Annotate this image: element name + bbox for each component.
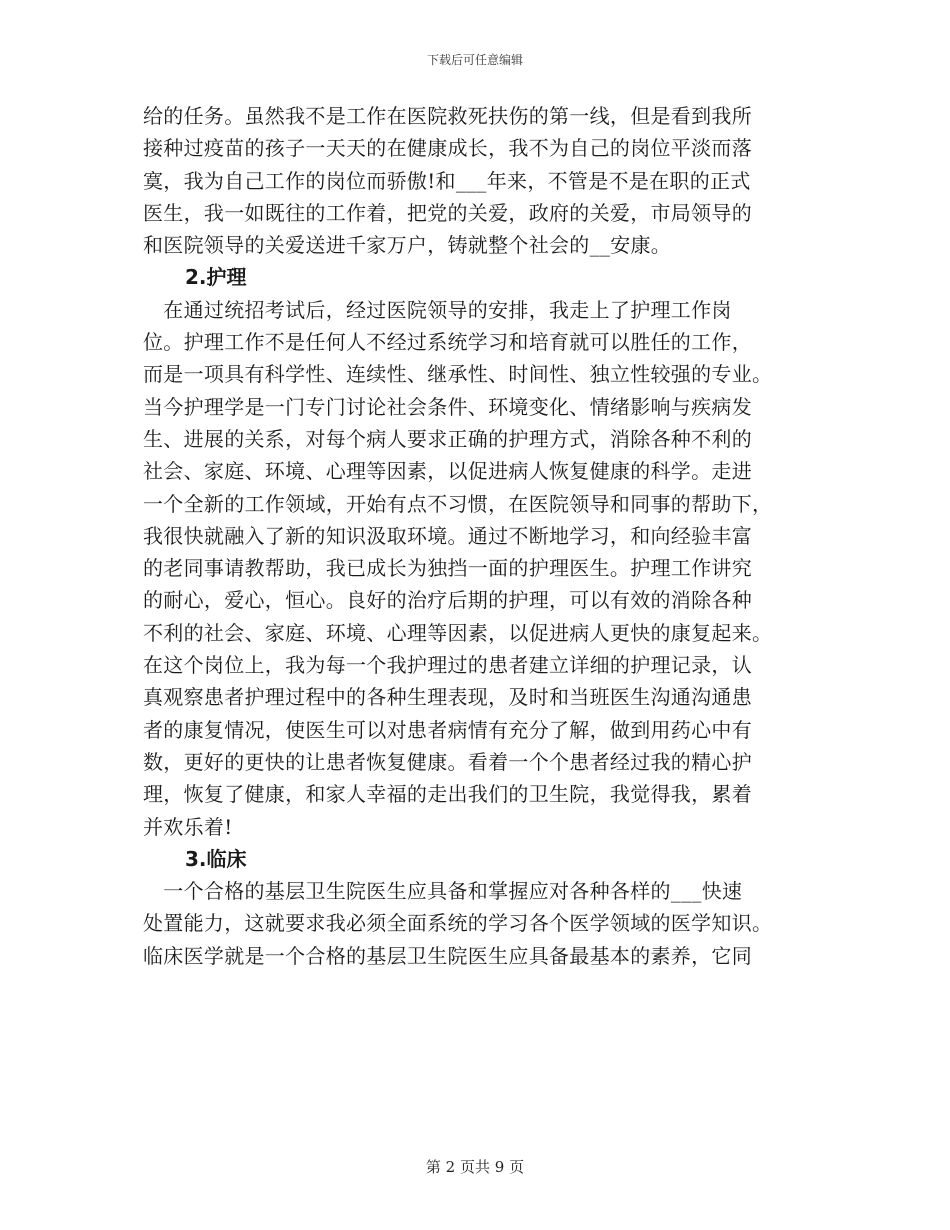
text-line: 并欢乐着! (143, 814, 233, 839)
document-body (143, 100, 813, 972)
text-line: 临床医学就是一个合格的基层卫生院医生应具备最基本的素养，它同 (143, 943, 752, 968)
page-footer: 第 2 页共 9 页 (425, 1158, 525, 1176)
text-line: 一个全新的工作领域，开始有点不习惯，在医院领导和同事的帮助下， (143, 491, 773, 516)
section-heading-clinical: 3.临床 (185, 846, 247, 871)
text-line: 给的任务。虽然我不是工作在医院救死扶伤的第一线，但是看到我所 (143, 104, 752, 128)
text-line: 我很快就融入了新的知识汲取环境。通过不断地学习，和向经验丰富 (143, 523, 752, 548)
page-header: 下载后可任意编辑 (426, 53, 523, 67)
text-line: 接种过疫苗的孩子一天天的在健康成长，我不为自己的岗位平淡而落 (143, 136, 752, 161)
text-line: 生、进展的关系，对每个病人要求正确的护理方式，消除各种不利的 (143, 426, 752, 451)
text-line: 处置能力，这就要求我必须全面系统的学习各个医学领域的医学知识。 (143, 911, 773, 936)
text-line: 社会、家庭、环境、心理等因素，以促进病人恢复健康的科学。走进 (143, 459, 752, 484)
text-line: 而是一项具有科学性、连续性、继承性、时间性、独立性较强的专业。 (143, 362, 773, 387)
paragraph-nursing (143, 294, 813, 843)
text-line: 当今护理学是一门专门讨论社会条件、环境变化、情绪影响与疾病发 (143, 394, 752, 419)
text-line: 的耐心，爱心，恒心。良好的治疗后期的护理，可以有效的消除各种 (143, 588, 752, 613)
text-line: 理，恢复了健康，和家人幸福的走出我们的卫生院，我觉得我，累着 (143, 782, 752, 807)
text-line: 和医院领导的关爱送进千家万户，铸就整个社会的__安康。 (143, 233, 672, 258)
text-line: 真观察患者护理过程中的各种生理表现，及时和当班医生沟通沟通患 (143, 685, 752, 710)
text-line: 在通过统招考试后，经过医院领导的安排，我走上了护理工作岗 (143, 297, 732, 322)
text-line: 的老同事请教帮助，我已成长为独挡一面的护理医生。护理工作讲究 (143, 556, 752, 581)
text-line: 一个合格的基层卫生院医生应具备和掌握应对各种各样的___快速 (143, 879, 743, 904)
text-line: 数，更好的更快的让患者恢复健康。看着一个个患者经过我的精心护 (143, 749, 752, 774)
text-line: 位。护理工作不是任何人不经过系统学习和培育就可以胜任的工作， (143, 330, 752, 355)
text-line: 不利的社会、家庭、环境、心理等因素，以促进病人更快的康复起来。 (143, 620, 773, 645)
paragraph-1 (143, 100, 813, 261)
text-line: 者的康复情况，使医生可以对患者病情有充分了解，做到用药心中有 (143, 717, 752, 742)
text-line: 医生，我一如既往的工作着，把党的关爱，政府的关爱，市局领导的 (143, 200, 752, 225)
text-line: 在这个岗位上，我为每一个我护理过的患者建立详细的护理记录，认 (143, 653, 752, 678)
paragraph-clinical (143, 875, 813, 972)
section-heading-nursing: 2.护理 (185, 265, 247, 290)
text-line: 寞，我为自己工作的岗位而骄傲!和___年来，不管是不是在职的正式 (143, 168, 751, 193)
